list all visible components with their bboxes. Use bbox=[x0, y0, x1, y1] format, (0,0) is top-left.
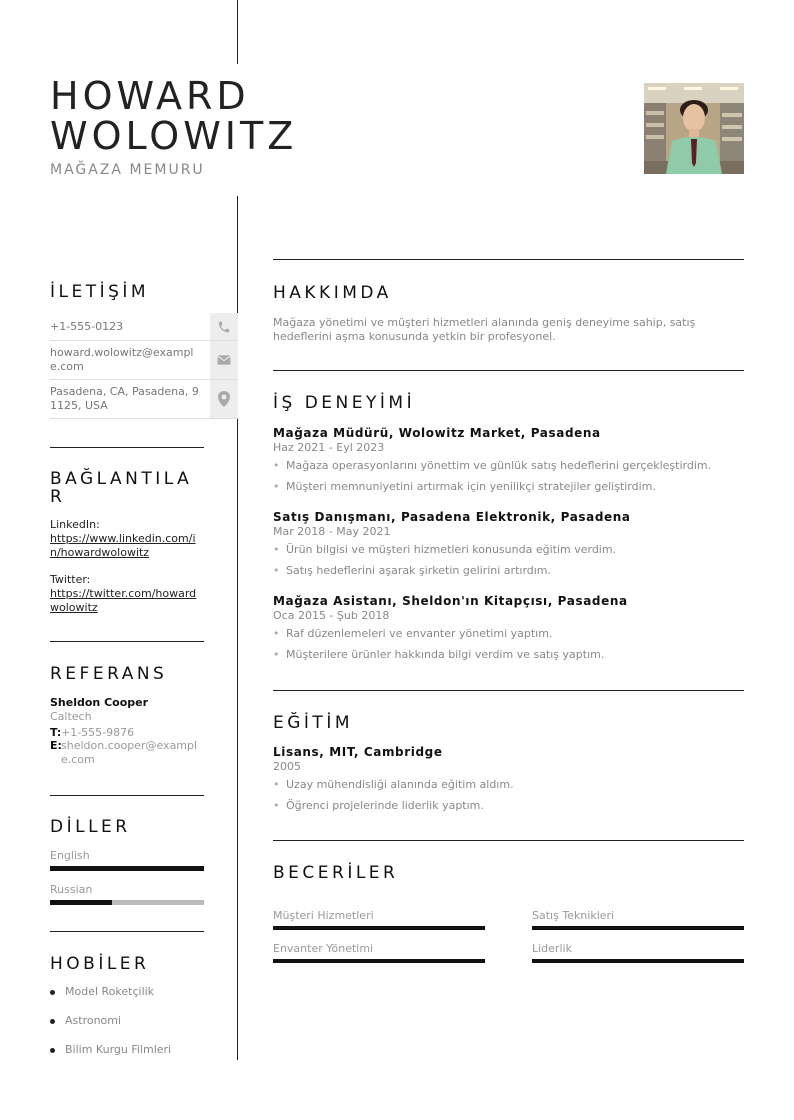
job-bullet: • Raf düzenlemeleri ve envanter yönetimi yaptım. bbox=[273, 627, 744, 640]
about-divider bbox=[273, 259, 744, 260]
bullet-icon bbox=[50, 1048, 55, 1053]
skill-item bbox=[273, 909, 485, 930]
language-russian bbox=[50, 883, 204, 905]
language-level-fill bbox=[50, 900, 112, 905]
job-bullet: • Satış hedeflerini aşarak şirketin gelirini artırdım. bbox=[273, 564, 744, 577]
education-section-title: EĞİTİM bbox=[273, 713, 353, 733]
reference-email-row bbox=[50, 739, 204, 767]
experience-divider bbox=[273, 370, 744, 371]
mail-icon bbox=[210, 341, 238, 379]
job-title: MAĞAZA MEMURU bbox=[50, 162, 205, 178]
links-block bbox=[50, 518, 202, 615]
skills-section-title: BECERİLER bbox=[273, 863, 399, 883]
profile-photo bbox=[644, 83, 744, 174]
reference-phone-label: T: bbox=[50, 726, 62, 739]
language-level-bar bbox=[50, 900, 204, 905]
reference-email-label: E: bbox=[50, 739, 62, 752]
contact-email[interactable]: howard.wolowitz@example.com bbox=[50, 346, 194, 373]
skill-label: Envanter Yönetimi bbox=[273, 942, 374, 955]
job-date: Oca 2015 - Şub 2018 bbox=[273, 609, 390, 622]
links-divider bbox=[50, 447, 204, 448]
language-english bbox=[50, 849, 204, 871]
location-pin-icon bbox=[210, 380, 238, 418]
education-bullet: • Öğrenci projelerinde liderlik yaptım. bbox=[273, 799, 744, 812]
reference-email[interactable]: sheldon.cooper@example.com bbox=[61, 739, 198, 766]
reference-section-title: REFERANS bbox=[50, 664, 168, 684]
first-name: HOWARD bbox=[50, 74, 250, 118]
linkedin-label: LinkedIn: bbox=[50, 518, 100, 531]
bullet-icon bbox=[50, 990, 55, 995]
education-section bbox=[273, 713, 744, 812]
last-name: WOLOWITZ bbox=[50, 114, 298, 158]
languages-divider bbox=[50, 795, 204, 796]
contact-phone-row bbox=[50, 313, 238, 341]
skill-label: Liderlik bbox=[532, 942, 572, 955]
job-entry bbox=[273, 510, 744, 577]
hobby-label: Astronomi bbox=[65, 1014, 122, 1027]
about-section bbox=[273, 283, 744, 344]
contact-phone[interactable]: +1-555-0123 bbox=[50, 320, 124, 333]
about-text: Mağaza yönetimi ve müşteri hizmetleri alanında geniş deneyime sahip, satış hedeflerini aşma konusunda yetkin bir profesyonel. bbox=[273, 316, 696, 343]
reference-divider bbox=[50, 641, 204, 642]
language-level-bar bbox=[50, 866, 204, 871]
experience-section-title: İŞ DENEYİMİ bbox=[273, 393, 416, 413]
reference-phone[interactable]: +1-555-9876 bbox=[61, 726, 135, 739]
reference-name: Sheldon Cooper bbox=[50, 696, 149, 709]
language-level-fill bbox=[50, 866, 204, 871]
skill-level-bar bbox=[273, 959, 485, 963]
education-divider bbox=[273, 690, 744, 691]
links-section-title: BAĞLANTILAR bbox=[50, 469, 193, 507]
hobbies-divider bbox=[50, 931, 204, 932]
job-date: Mar 2018 - May 2021 bbox=[273, 525, 391, 538]
education-degree: Lisans, MIT, Cambridge bbox=[273, 745, 443, 759]
hobby-item bbox=[50, 1043, 171, 1056]
hobby-label: Bilim Kurgu Filmleri bbox=[65, 1043, 172, 1056]
twitter-label: Twitter: bbox=[50, 573, 91, 586]
job-date: Haz 2021 - Eyl 2023 bbox=[273, 441, 385, 454]
reference-block bbox=[50, 696, 204, 767]
job-bullet: • Müşterilere ürünler hakkında bilgi verdim ve satış yaptım. bbox=[273, 648, 744, 661]
skill-item bbox=[532, 909, 744, 930]
job-bullet: • Müşteri memnuniyetini artırmak için yenilikçi stratejiler geliştirdim. bbox=[273, 480, 744, 493]
candidate-name bbox=[50, 76, 297, 156]
skill-level-bar bbox=[273, 926, 485, 930]
language-name: English bbox=[50, 849, 90, 862]
contact-section-title: İLETİŞİM bbox=[50, 282, 150, 302]
hobby-item bbox=[50, 1014, 121, 1027]
skill-label: Müşteri Hizmetleri bbox=[273, 909, 374, 922]
top-vertical-rule bbox=[237, 0, 238, 64]
profile-photo-image bbox=[644, 83, 744, 174]
reference-phone-row bbox=[50, 726, 204, 739]
skill-item bbox=[273, 942, 485, 963]
languages-section-title: DİLLER bbox=[50, 817, 131, 837]
hobby-label: Model Roketçilik bbox=[65, 985, 155, 998]
job-entry bbox=[273, 594, 744, 661]
skill-item bbox=[532, 942, 744, 963]
about-section-title: HAKKIMDA bbox=[273, 283, 392, 303]
job-heading: Mağaza Müdürü, Wolowitz Market, Pasadena bbox=[273, 426, 601, 440]
job-heading: Satış Danışmanı, Pasadena Elektronik, Pasadena bbox=[273, 510, 631, 524]
contact-address: Pasadena, CA, Pasadena, 91125, USA bbox=[50, 385, 199, 412]
skill-label: Satış Teknikleri bbox=[532, 909, 615, 922]
language-name: Russian bbox=[50, 883, 93, 896]
bullet-icon bbox=[50, 1019, 55, 1024]
hobby-item bbox=[50, 985, 154, 998]
contact-email-row bbox=[50, 341, 238, 380]
hobbies-section-title: HOBİLER bbox=[50, 954, 150, 974]
skills-divider bbox=[273, 840, 744, 841]
reference-company: Caltech bbox=[50, 710, 92, 723]
job-heading: Mağaza Asistanı, Sheldon'ın Kitapçısı, Pasadena bbox=[273, 594, 628, 608]
skill-level-bar bbox=[532, 959, 744, 963]
education-bullet: • Uzay mühendisliği alanında eğitim aldım. bbox=[273, 778, 744, 791]
experience-section bbox=[273, 393, 744, 661]
phone-icon bbox=[210, 313, 238, 340]
job-entry bbox=[273, 426, 744, 493]
education-year: 2005 bbox=[273, 760, 301, 773]
twitter-link[interactable]: https://twitter.com/howardwolowitz bbox=[50, 587, 197, 614]
job-bullet: • Ürün bilgisi ve müşteri hizmetleri konusunda eğitim verdim. bbox=[273, 543, 744, 556]
skill-level-bar bbox=[532, 926, 744, 930]
job-bullet: • Mağaza operasyonlarını yönettim ve günlük satış hedeflerini gerçekleştirdim. bbox=[273, 459, 744, 472]
linkedin-link[interactable]: https://www.linkedin.com/in/howardwolowitz bbox=[50, 532, 196, 559]
contact-address-row bbox=[50, 380, 238, 419]
